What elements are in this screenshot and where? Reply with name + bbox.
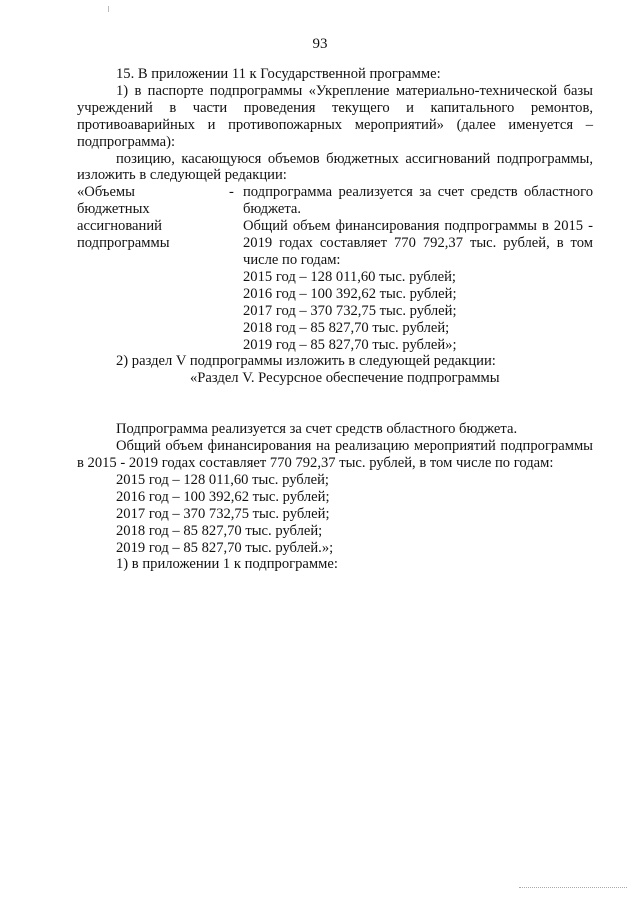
- passport-label-line: «Объемы: [77, 184, 135, 201]
- passport-year-2018: 2018 год – 85 827,70 тыс. рублей;: [243, 319, 450, 336]
- section-year-2019: 2019 год – 85 827,70 тыс. рублей.»;: [116, 539, 334, 556]
- section-year-2016: 2016 год – 100 392,62 тыс. рублей;: [116, 488, 330, 505]
- passport-funding-source: подпрограмма реализуется за счет средств областного бюджета.: [243, 184, 593, 218]
- passport-year-2015: 2015 год – 128 011,60 тыс. рублей;: [243, 268, 456, 285]
- section-total-funding: Общий объем финансирования на реализацию мероприятий подпрограммы в 2015 - 2019 годах составляет 770 792,37 тыс. рублей, в том числе по годам:: [77, 438, 593, 472]
- passport-year-2017: 2017 год – 370 732,75 тыс. рублей;: [243, 302, 457, 319]
- document-body: [77, 66, 593, 573]
- spacer: [77, 387, 593, 421]
- passport-year-2019: 2019 год – 85 827,70 тыс. рублей»;: [243, 336, 457, 353]
- passport-total-funding: Общий объем финансирования подпрограммы в 2015 - 2019 годах составляет 770 792,37 тыс. рублей, в том числе по годам:: [243, 218, 593, 268]
- section-year-2015: 2015 год – 128 011,60 тыс. рублей;: [116, 471, 329, 488]
- item-15-heading: 15. В приложении 11 к Государственной программе:: [116, 66, 441, 82]
- passport-label-line: ассигнований: [77, 218, 162, 235]
- footer-dotted-line: [519, 887, 627, 888]
- section-year-2017: 2017 год – 370 732,75 тыс. рублей;: [116, 505, 330, 522]
- passport-label-line: бюджетных: [77, 201, 150, 218]
- section-heading: «Раздел V. Ресурсное обеспечение подпрограммы: [190, 370, 500, 387]
- page-number: 93: [312, 36, 328, 52]
- item-1-passport: 1) в паспорте подпрограммы «Укрепление материально-технической базы учреждений в части проведения текущего и капитального ремонтов, противоаварийных и противопожарных мероприятий» (далее именуется – подпрограмма):: [77, 82, 593, 150]
- item-1-appendix: 1) в приложении 1 к подпрограмме:: [116, 556, 338, 573]
- position-instruction: позицию, касающуюся объемов бюджетных ассигнований подпрограммы, изложить в следующей редакции:: [77, 150, 593, 184]
- passport-label-line: подпрограммы: [77, 235, 170, 252]
- passport-year-2016: 2016 год – 100 392,62 тыс. рублей;: [243, 285, 457, 302]
- item-2-section: 2) раздел V подпрограммы изложить в следующей редакции:: [116, 353, 496, 370]
- passport-content: [243, 184, 593, 353]
- passport-dash: -: [229, 184, 234, 201]
- scan-mark: [108, 6, 109, 12]
- section-year-2018: 2018 год – 85 827,70 тыс. рублей;: [116, 522, 323, 539]
- passport-label: [77, 184, 229, 353]
- passport-table: [77, 184, 593, 353]
- section-funding-source: Подпрограмма реализуется за счет средств областного бюджета.: [116, 421, 518, 438]
